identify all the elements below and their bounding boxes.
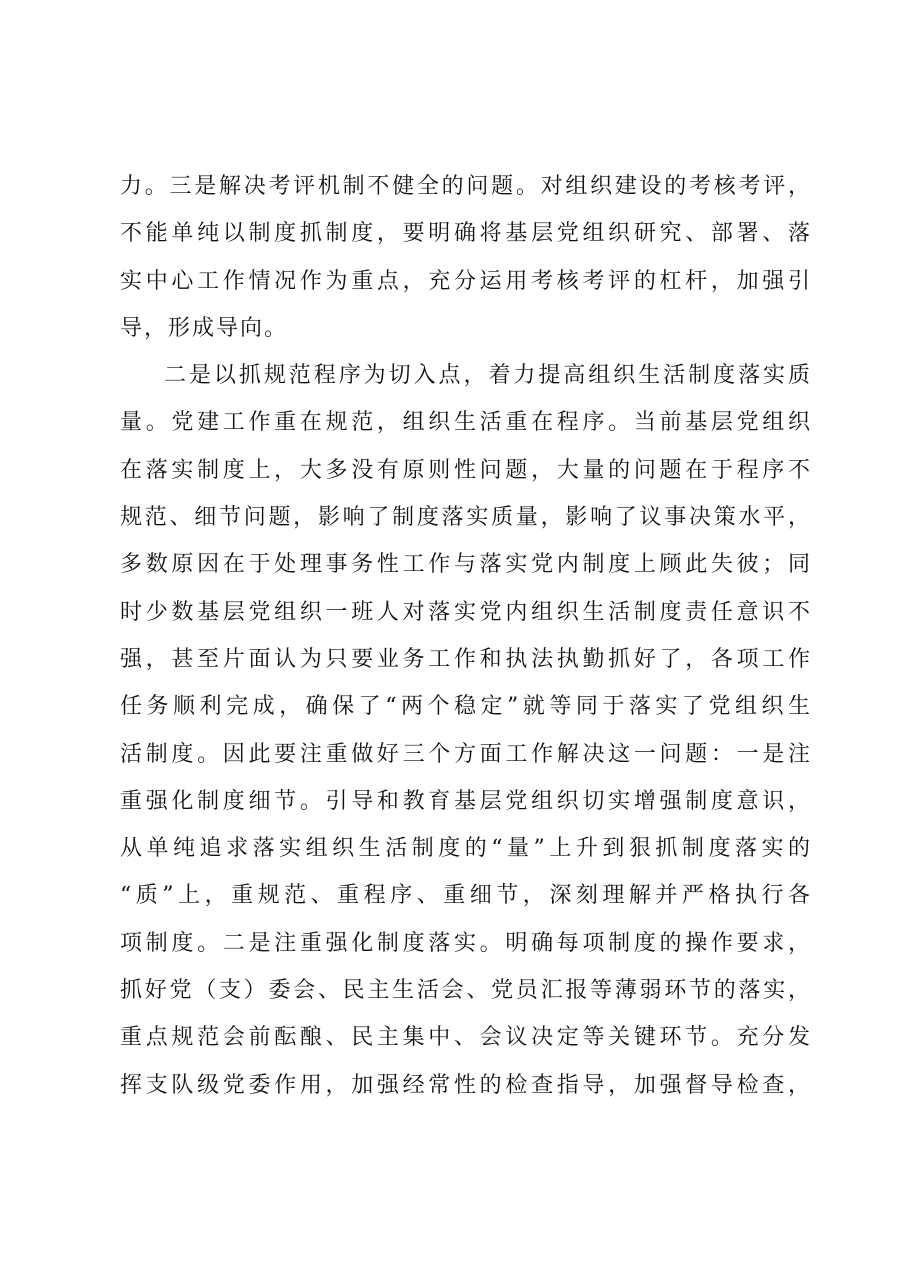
text-line: 重强化制度细节。引导和教育基层党组织切实增强制度意识，	[120, 788, 810, 814]
text-line: 从单纯追求落实组织生活制度的“量”上升到狠抓制度落实的	[120, 836, 810, 862]
paragraph-start-line: 二是以抓规范程序为切入点，着力提高组织生活制度落实质	[164, 363, 810, 389]
text-line: 活制度。因此要注重做好三个方面工作解决这一问题：一是注	[120, 741, 810, 767]
text-line: 导，形成导向。	[120, 315, 289, 341]
text-line: 不能单纯以制度抓制度，要明确将基层党组织研究、部署、落	[120, 221, 810, 247]
text-line: 量。党建工作重在规范，组织生活重在程序。当前基层党组织	[120, 410, 810, 436]
text-line: 规范、细节问题，影响了制度落实质量，影响了议事决策水平，	[120, 505, 810, 531]
text-line: 强，甚至片面认为只要业务工作和执法执勤抓好了，各项工作	[120, 646, 810, 672]
text-line: 重点规范会前酝酿、民主集中、会议决定等关键环节。充分发	[120, 1025, 810, 1051]
body-text	[120, 163, 810, 1109]
text-line: 挥支队级党委作用，加强经常性的检查指导，加强督导检查，	[120, 1072, 810, 1098]
text-line: 抓好党（支）委会、民主生活会、党员汇报等薄弱环节的落实，	[120, 978, 810, 1004]
text-line: 多数原因在于处理事务性工作与落实党内制度上顾此失彼；同	[120, 552, 810, 578]
text-line: “质”上，重规范、重程序、重细节，深刻理解并严格执行各	[120, 883, 810, 909]
text-line: 实中心工作情况作为重点，充分运用考核考评的杠杆，加强引	[120, 268, 810, 294]
text-line: 项制度。二是注重强化制度落实。明确每项制度的操作要求，	[120, 930, 810, 956]
text-line: 时少数基层党组织一班人对落实党内组织生活制度责任意识不	[120, 599, 810, 625]
text-line: 力。三是解决考评机制不健全的问题。对组织建设的考核考评，	[120, 174, 810, 199]
text-line: 在落实制度上，大多没有原则性问题，大量的问题在于程序不	[120, 457, 810, 483]
text-line: 任务顺利完成，确保了“两个稳定”就等同于落实了党组织生	[120, 694, 810, 720]
